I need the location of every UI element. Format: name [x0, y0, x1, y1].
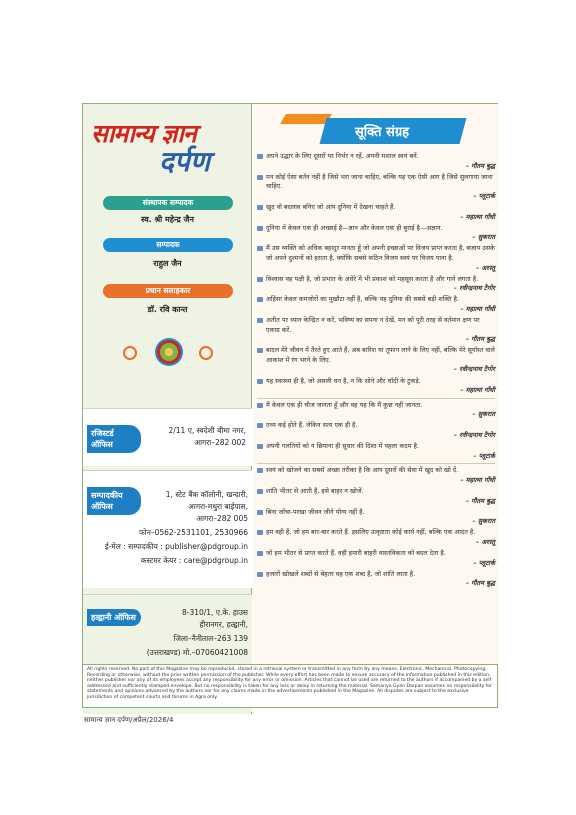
magazine-logo: [91, 116, 246, 180]
haldwani-office-line1: 8-310/1, ए.के. हाउस: [181, 608, 248, 617]
quote-bullet-icon: [257, 277, 263, 282]
logo-line2: दर्पण: [159, 145, 211, 178]
customer-care-email: कस्टमर केयर : care@pdgroup.in: [140, 556, 248, 565]
quote-item: [257, 442, 495, 461]
chief-advisor-ribbon: प्रधान सलाहकार: [103, 284, 233, 298]
quote-text: विश्वास वह पक्षी है, जो प्रभात के अंधेरे में भी प्रकाश को महसूस करता है और गाने लगता है.: [266, 274, 479, 283]
quote-item: [257, 316, 495, 345]
quote-text: खुद वो बदलाव बनिए जो आप दुनिया में देखना चाहते हैं.: [266, 202, 396, 211]
quote-item: [257, 346, 495, 375]
quote-author: – रवीन्द्रनाथ टैगोर: [453, 365, 495, 374]
quote-bullet-icon: [257, 348, 263, 353]
section-title: सूक्ति संग्रह: [355, 125, 410, 140]
emblem-right-icon: [199, 346, 213, 360]
left-column: [83, 104, 252, 714]
haldwani-office-line2: हीरानगर, हल्द्वानी,: [199, 620, 248, 629]
quote-text: अपने उद्धार के लिए दूसरों पर निर्भर न रहें, अपनी मशाल स्वयं बनें.: [266, 152, 419, 160]
quote-bullet-icon: [257, 154, 263, 159]
quote-author: – सुकरात: [472, 410, 495, 419]
quote-bullet-icon: [257, 489, 263, 494]
quote-author: – अरस्तू: [475, 537, 495, 546]
emblem-center-icon: [155, 338, 183, 366]
quote-author: – गौतम बुद्ध: [465, 335, 495, 344]
quote-text: जो हम भीतर से प्राप्त करते हैं, वही हमारी बाहरी वास्तविकता को बदल देता है.: [266, 549, 446, 558]
editorial-office-line1: 1, स्टेट बैंक कॉलोनी, खन्दारी,: [165, 490, 248, 499]
quote-item: [257, 421, 495, 440]
quote-author: – महात्मा गाँधी: [460, 212, 495, 221]
quote-bullet-icon: [257, 297, 263, 302]
editorial-office-tag: सम्पादकीय ऑफिस: [87, 487, 141, 515]
quote-author: – प्लूटार्क: [473, 558, 495, 567]
quote-item: [257, 377, 495, 396]
quote-bullet-icon: [257, 423, 263, 428]
quote-text: हजारों खोखले शब्दों से बेहतर वह एक शब्द है, जो शांति लाता है.: [266, 569, 416, 578]
founder-editor-name: स्व. श्री महेन्द्र जैन: [141, 215, 194, 224]
quote-text: अतीत पर ध्यान केन्द्रित न करें, भविष्य का सपना न देखें, मन को पूरी तरह से वर्तमान क्षण पर एकाग्र करें.: [266, 316, 480, 334]
editorial-office-line3: आगरा–282 005: [196, 514, 248, 523]
copyright-notice: All rights reserved. No part of this Magazine may be reproduced, stored in a retrieval system or transmitted in any form by any means, Electronic, Mechanical, Photocopying, Recording or otherwise, without the prior written permission of the publisher. While every effort has been made to ensure accuracy of the information published in this edition, neither publisher nor any of its employees accept any responsibility for any error or omission. Articles that cannot be used are returned to the authors if accompanied by a self addressed and sufficiently stamped envelope. But no responsibility is taken for any loss or delay in returning the material. Samanya Gyan Darpan assumes no responsibility for statements and opinions advanced by the authors nor for any claims made in the advertisements published in the Magazine. All disputes are subject to the exclusive jurisdiction of competent courts and forums in Agra only.: [82, 664, 498, 708]
quote-item: [257, 549, 495, 568]
quote-text: मन कोई ऐसा बर्तन नहीं है जिसे भरा जाना चाहिए, बल्कि यह एक ऐसी आग है जिसे सुलगाया जाना चाहिए.: [266, 172, 493, 191]
quote-item: [257, 152, 495, 171]
quote-author: – रवीन्द्रनाथ टैगोर: [453, 284, 495, 293]
quote-bullet-icon: [257, 403, 263, 408]
quote-item: [257, 244, 495, 273]
quote-author: – गौतम बुद्ध: [465, 496, 495, 505]
quote-author: – सुकरात: [472, 233, 495, 242]
quote-text: स्वयं को खोजने का सबसे अच्छा तरीका है कि आप दूसरों की सेवा में खुद को खो दें.: [266, 466, 459, 475]
quote-author: – गौतम बुद्ध: [465, 579, 495, 588]
page-frame: [82, 103, 498, 708]
quote-author: – रवीन्द्रनाथ टैगोर: [453, 431, 495, 440]
right-column: [253, 104, 499, 709]
quote-bullet-icon: [257, 246, 263, 251]
editor-ribbon: सम्पादक: [103, 238, 233, 252]
quote-bullet-icon: [257, 379, 263, 384]
quote-item: [257, 487, 495, 506]
quote-bullet-icon: [257, 444, 263, 449]
quote-author: – प्लूटार्क: [473, 451, 495, 460]
quote-item: [257, 570, 495, 589]
editor-name: राहुल जैन: [153, 259, 182, 268]
quote-bullet-icon: [257, 551, 263, 556]
logo-line1: सामान्य ज्ञान: [91, 119, 196, 148]
quote-text: बिना जाँचा-परखा जीवन जीने योग्य नहीं है.: [266, 507, 365, 516]
quote-author: – प्लूटार्क: [473, 191, 495, 200]
quote-author: – सुकरात: [472, 517, 495, 526]
quote-item: [257, 528, 495, 547]
quote-text: तथ्य कई होते हैं, लेकिन सत्य एक ही है.: [266, 421, 358, 430]
quote-bullet-icon: [257, 226, 263, 231]
quote-bullet-icon: [257, 468, 263, 473]
quote-item: [257, 401, 495, 420]
quote-text: बादल मेरे जीवन में तैरते हुए आते हैं, अब बारिश या तूफान लाने के लिए नहीं, बल्कि मेरे सूर्यास्त वाले आकाश में रंग भरने के लिए.: [266, 346, 495, 364]
quote-item: [257, 224, 495, 243]
quote-author: – महात्मा गाँधी: [460, 475, 495, 484]
quote-list: [257, 152, 495, 590]
quote-text: दुनिया में केवल एक ही अच्छाई है—ज्ञान और केवल एक ही बुराई है—अज्ञान.: [266, 223, 443, 232]
chief-advisor-name: डॉ. रवि कान्त: [147, 305, 188, 314]
quote-bullet-icon: [257, 318, 263, 323]
quote-text: अपनी गलतियों को न छिपाना ही सुधार की दिशा में पहला कदम है.: [266, 442, 419, 451]
quote-item: [257, 173, 495, 202]
quote-text: मैं उस व्यक्ति को अधिक बहादुर मानता हूँ जो अपनी इच्छाओं पर विजय प्राप्त करता है, बजाय उसके जो अपने दुश्मनों को हराता है, क्योंकि सबसे कठिन विजय स्वयं पर विजय पाना है.: [266, 244, 495, 262]
quote-text: हम वही हैं, जो हम बार-बार करते हैं. इसलिए उत्कृष्टता कोई कार्य नहीं, बल्कि एक आदत है.: [266, 528, 476, 537]
quote-text: अहिंसा केवल कमजोरों का मुखौटा नहीं है, बल्कि यह दुनिया की सबसे बड़ी शक्ति है.: [266, 295, 459, 304]
haldwani-office-tag: हल्द्वानी ऑफिस: [87, 609, 141, 626]
quote-item: [257, 466, 495, 485]
quote-author: – अरस्तू: [475, 263, 495, 272]
registered-office-line2: आगरा–282 002: [194, 438, 246, 447]
quote-bullet-icon: [257, 205, 263, 210]
editorial-office-line2: आगरा-मथुरा बाईपास,: [188, 502, 248, 511]
quote-text: मैं केवल एक ही चीज जानता हूँ और वह यह कि मैं कुछ नहीं जानता.: [266, 400, 423, 409]
haldwani-office-line3: जिला–नैनीताल–263 139: [173, 634, 248, 643]
quote-item: [257, 275, 495, 294]
quote-bullet-icon: [257, 510, 263, 515]
quote-author: – महात्मा गाँधी: [460, 304, 495, 313]
issue-line: सामान्य ज्ञान दर्पण/अप्रैल/2026/4: [84, 716, 174, 724]
quote-text: शांति भीतर से आती है, इसे बाहर न खोजें.: [266, 487, 364, 495]
section-header: [283, 114, 463, 144]
emblems: [123, 338, 213, 368]
registered-office-line1: 2/11 ए, स्वदेशी बीमा नगर,: [168, 426, 246, 435]
quote-bullet-icon: [257, 175, 263, 180]
quote-item: [257, 508, 495, 527]
emblem-left-icon: [123, 346, 137, 360]
registered-office: [83, 408, 252, 466]
editorial-office: [83, 470, 252, 588]
founder-editor-ribbon: संस्थापक सम्पादक: [103, 196, 233, 210]
quote-item: [257, 295, 495, 314]
quote-author: – गौतम बुद्ध: [465, 161, 495, 170]
quote-author: – महात्मा गाँधी: [460, 386, 495, 395]
quote-text: यह स्वास्थ्य ही है, जो असली धन है, न कि सोने और चाँदी के टुकड़े.: [266, 376, 421, 385]
editorial-office-phone: फोन–0562-2531101, 2530966: [138, 528, 248, 537]
editorial-office-email: ई-मेल : सम्पादकीय : publisher@pdgroup.in: [104, 542, 248, 551]
registered-office-tag: रजिस्टर्ड ऑफिस: [87, 425, 141, 453]
quote-divider: [257, 398, 495, 399]
haldwani-office-line4: (उत्तराखण्ड) मो.–07060421008: [146, 648, 248, 657]
quote-bullet-icon: [257, 572, 263, 577]
quote-item: [257, 203, 495, 222]
quote-bullet-icon: [257, 530, 263, 535]
quote-divider: [257, 463, 495, 464]
